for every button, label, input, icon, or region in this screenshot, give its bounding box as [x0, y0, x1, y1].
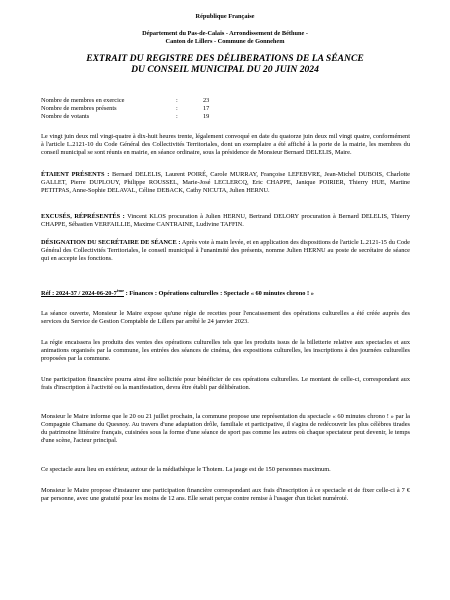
members-row-value: 23 [203, 97, 210, 104]
members-row [41, 113, 281, 121]
document-title-line-1: EXTRAIT DU REGISTRE DES DÉLIBERATIONS DE LA SÉANCE [86, 53, 364, 64]
excused-paragraph [41, 213, 410, 229]
members-row-label: Nombre de votants [41, 113, 90, 120]
reference-heading [41, 287, 410, 298]
intro-paragraph: Le vingt juin deux mil vingt-quatre à dix-huit heures trente, légalement convoqué en date du quatorze juin deux mil vingt quatre, conformément à l'article L.2121-10 du Code Général des Collectivités Territoriales, dont un exemplaire a été affiché à la porte de la mairie, les membres du conseil municipal se sont réunis en mairie, en séance ordinaire, sous la présidence de Monsieur Bernard DELELIS, Maire. [41, 133, 410, 156]
body-paragraph: Monsieur le Maire propose d'instaurer une participation financière correspondant aux frais d'inscription à ce spectacle et de fixer celle-ci à 7 € par personne, avec une gratuité pour les moins de 12 ans. Elle serait perçue contre remise à l'usager d'un ticket numéroté. [41, 487, 410, 502]
body-paragraph: Monsieur le Maire informe que le 20 ou 21 juillet prochain, la commune propose une représentation du spectacle « 60 minutes chrono ! » par la Compagnie Chamane du Quesnoy. Au travers d'une adaptation drôle, familiale et participative, il s'agira de redécouvrir les plus célèbres tirades du patrimoine littéraire français, cuisinées sous la forme d'une séance de sport pas comme les autres où chaque spectateur peut devenir, le temps d'une scène, l'acteur principal. [41, 413, 410, 444]
members-row-value: 19 [203, 113, 210, 120]
secretary-paragraph [41, 239, 410, 263]
members-row [41, 105, 281, 113]
members-row-colon: : [176, 113, 178, 120]
secretary-label: DÉSIGNATION DU SECRÉTAIRE DE SÉANCE : [41, 239, 181, 246]
document-title-line-2: DU CONSEIL MUNICIPAL DU 20 JUIN 2024 [131, 64, 319, 75]
members-row-colon: : [176, 105, 178, 112]
present-list: Bernard DELELIS, Laurent POIRÉ, Carole MURRAY, Françoise LEFEBVRE, Jean-Michel DUBOIS, Charlotte GALLET, Pierre DUPLOUY, Philippe ROUSSEL, Marie-José LECLERCQ, Eric CHAPPE, Janique POIRIER, Thierry HUE, Martine PETITPAS, Anne-Sophie DELAVAL, Céline DEBACK, Cathy NICUTA, Julien HERNU. [41, 171, 410, 194]
present-label: ÉTAIENT PRÉSENTS : [41, 171, 110, 178]
members-row-value: 17 [203, 105, 210, 112]
body-paragraph: Une participation financière pourra ainsi être sollicitée pour bénéficier de ces opérations culturelles. Le montant de celle-ci, correspondant aux frais d'inscription à l'activité ou la manifestation, devra être établi par délibération. [41, 376, 410, 391]
excused-list: Vincent KLOS procuration à Julien HERNU, Bertrand DELORY procuration à Bernard DELELIS, Thierry CHAPPE, Sébastien VERFAILLIE, Maxime CANTRAINE, Ludivine TAFFIN. [41, 213, 410, 228]
reference-ordinal: ème [116, 287, 124, 293]
members-row-label: Nombre de membres présents [41, 105, 117, 112]
members-row-label: Nombre de membres en exercice [41, 97, 125, 104]
members-row-colon: : [176, 97, 178, 104]
members-row [41, 97, 281, 105]
reference-label: Réf : 2024-37 / 2024-06-20-7 [41, 290, 117, 297]
department-line-1: Département du Pas-de-Calais - Arrondissement de Béthune - [142, 30, 308, 37]
reference-number [41, 287, 124, 297]
body-paragraph: La régie encaissera les produits des ventes des opérations culturelles tels que les produits issus de la billetterie relative aux spectacles et aux animations organisés par la commune, les entrées des séances de cinéma, des expositions culturelles, les inscriptions à des journées culturelles proposées par la commune. [41, 339, 410, 362]
reference-title: : Finances : Opérations culturelles : Spectacle « 60 minutes chrono ! » [123, 290, 314, 297]
present-paragraph [41, 171, 410, 195]
members-table [41, 97, 281, 121]
body-paragraph: Ce spectacle aura lieu en extérieur, autour de la médiathèque le Thotem. La jauge est de 150 personnes maximum. [41, 466, 331, 473]
department-line-2: Canton de Lillers - Commune de Gonnehem [165, 38, 285, 45]
excused-label: EXCUSÉS, RÉPRÉSENTÉS : [41, 213, 125, 220]
body-paragraph: La séance ouverte, Monsieur le Maire expose qu'une régie de recettes pour l'encaissement des opérations culturelles a été créée auprès des services du Service de Gestion Comptable de Lillers par arrêté le 24 janvier 2023. [41, 310, 410, 325]
secretary-text: Après vote à main levée, et en application des dispositions de l'article L.2121-15 du Code Général des Collectivités Territoriales, le conseil municipal à l'unanimité des présents, nomme Julien HERNU au poste de secrétaire de séance qui en accepte les fonctions. [41, 239, 410, 262]
republic-heading: République Française [195, 13, 255, 20]
